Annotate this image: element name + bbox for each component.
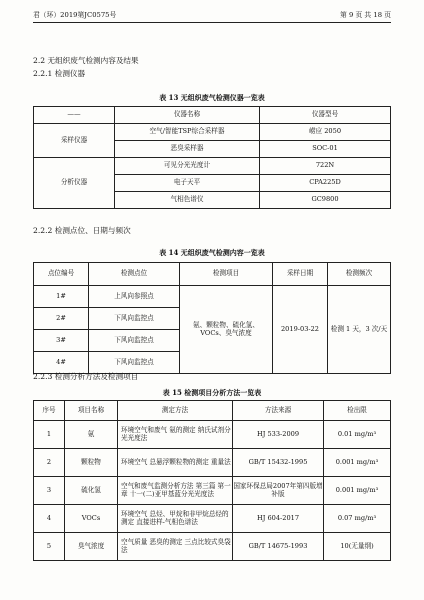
section-2-2-3-title: 2.2.3 检测分析方法及检测项目 — [33, 372, 139, 381]
item-name: 氨 — [65, 421, 118, 449]
table-header-cell: 检测项目 — [180, 263, 273, 286]
method-source: GB/T 15432-1995 — [233, 449, 324, 477]
point-id: 3# — [34, 330, 89, 352]
monitoring-items: 氨、颗粒物、硫化氢、VOCs、臭气浓度 — [180, 286, 273, 374]
point-location: 下风向监控点 — [89, 352, 180, 374]
instrument-model: CPA225D — [260, 175, 391, 192]
point-location: 下风向监控点 — [89, 308, 180, 330]
table-row — [34, 533, 391, 561]
page-header — [33, 9, 391, 23]
item-name: 硫化氢 — [65, 477, 118, 505]
monitoring-content-table — [33, 262, 391, 374]
item-name: 颗粒物 — [65, 449, 118, 477]
row-number: 5 — [34, 533, 65, 561]
table-header-cell: 仪器名称 — [115, 107, 260, 124]
table-header-cell: 测定方法 — [118, 401, 233, 421]
table-header-cell: 方法来源 — [233, 401, 324, 421]
group-label: 采样仪器 — [34, 124, 115, 158]
instrument-model: SOC-01 — [260, 141, 391, 158]
detection-limit: 0.01 mg/m³ — [324, 421, 391, 449]
table-row — [34, 158, 391, 175]
row-number: 1 — [34, 421, 65, 449]
table-header-cell: 采样日期 — [273, 263, 328, 286]
table-header-cell: 检测频次 — [328, 263, 391, 286]
point-id: 1# — [34, 286, 89, 308]
table-header-cell: 检出限 — [324, 401, 391, 421]
section-2-2-title: 2.2 无组织废气检测内容及结果 — [33, 56, 139, 65]
table-row — [34, 286, 391, 308]
instrument-model: 崂应 2050 — [260, 124, 391, 141]
page-number: 第 9 页 共 18 页 — [340, 11, 391, 19]
table-14-caption: 表 14 无组织废气检测内容一览表 — [159, 248, 265, 257]
method-source: 国家环保总局2007年第四版增补版 — [233, 477, 324, 505]
item-name: VOCs — [65, 505, 118, 533]
group-label: 分析仪器 — [34, 158, 115, 209]
method: 环境空气 总烃、甲烷和非甲烷总烃的测定 直接进样-气相色谱法 — [118, 505, 233, 533]
method: 环境空气 总悬浮颗粒物的测定 重量法 — [118, 449, 233, 477]
point-id: 2# — [34, 308, 89, 330]
instrument-name: 恶臭采样器 — [115, 141, 260, 158]
table-row — [34, 477, 391, 505]
instrument-model: GC9800 — [260, 192, 391, 209]
point-location: 下风向监控点 — [89, 330, 180, 352]
table-header-cell: 点位编号 — [34, 263, 89, 286]
method: 空气质量 恶臭的测定 三点比较式臭袋法 — [118, 533, 233, 561]
instrument-name: 空气/智能TSP综合采样器 — [115, 124, 260, 141]
table-row — [34, 505, 391, 533]
table-13-caption: 表 13 无组织废气检测仪器一览表 — [159, 93, 265, 102]
method-source: HJ 604-2017 — [233, 505, 324, 533]
detection-limit: 0.001 mg/m³ — [324, 449, 391, 477]
table-row — [34, 421, 391, 449]
table-header-cell: 序号 — [34, 401, 65, 421]
section-2-2-2-title: 2.2.2 检测点位、日期与频次 — [33, 226, 131, 235]
section-2-2-1-title: 2.2.1 检测仪器 — [33, 69, 86, 78]
method: 环境空气和废气 氨的测定 纳氏试剂分光光度法 — [118, 421, 233, 449]
point-id: 4# — [34, 352, 89, 374]
report-number: 君（环）2019第JC0575号 — [33, 11, 117, 19]
method-source: HJ 533-2009 — [233, 421, 324, 449]
instrument-model: 722N — [260, 158, 391, 175]
sampling-frequency: 检测 1 天，3 次/天 — [328, 286, 391, 374]
sampling-date: 2019-03-22 — [273, 286, 328, 374]
detection-limit: 10(无量纲) — [324, 533, 391, 561]
table-header-cell: —— — [34, 107, 115, 124]
instrument-name: 电子天平 — [115, 175, 260, 192]
table-header-cell: 仪器型号 — [260, 107, 391, 124]
analysis-method-table — [33, 400, 391, 561]
table-row — [34, 124, 391, 141]
table-header-cell: 检测点位 — [89, 263, 180, 286]
table-15-caption: 表 15 检测项目分析方法一览表 — [162, 388, 262, 397]
table-header-cell: 项目名称 — [65, 401, 118, 421]
row-number: 4 — [34, 505, 65, 533]
detection-limit: 0.001 mg/m³ — [324, 477, 391, 505]
point-location: 上风向参照点 — [89, 286, 180, 308]
instrument-table — [33, 106, 391, 209]
item-name: 臭气浓度 — [65, 533, 118, 561]
row-number: 2 — [34, 449, 65, 477]
detection-limit: 0.07 mg/m³ — [324, 505, 391, 533]
instrument-name: 气相色谱仪 — [115, 192, 260, 209]
method-source: GB/T 14675-1993 — [233, 533, 324, 561]
instrument-name: 可见分光光度计 — [115, 158, 260, 175]
method: 空气和废气监测分析方法 第三篇 第一章 十一(二)亚甲基蓝分光光度法 — [118, 477, 233, 505]
row-number: 3 — [34, 477, 65, 505]
table-row — [34, 449, 391, 477]
